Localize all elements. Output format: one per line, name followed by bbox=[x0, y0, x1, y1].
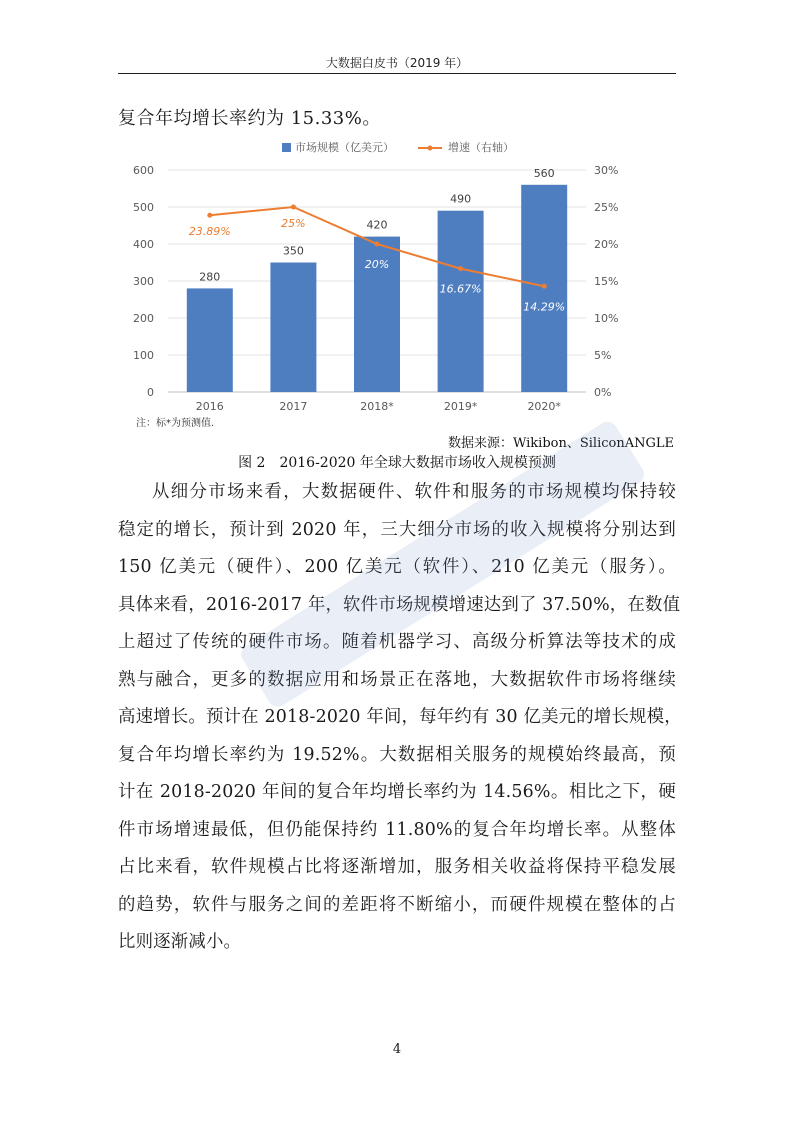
growth-value-label: 23.89% bbox=[188, 225, 231, 239]
y-left-tick-label: 200 bbox=[133, 312, 154, 325]
growth-value-label: 16.67% bbox=[439, 282, 482, 296]
x-tick-label: 2016 bbox=[195, 400, 224, 413]
header-rule bbox=[118, 73, 676, 74]
growth-point bbox=[458, 266, 463, 271]
bar bbox=[270, 263, 316, 393]
legend-bar-swatch bbox=[282, 143, 291, 152]
x-tick-label: 2019* bbox=[443, 400, 478, 413]
paragraph-line: 件市场增速最低，但仍能保持约 11.80%的复合年均增长率。从整体 bbox=[118, 819, 676, 840]
x-tick-label: 2017 bbox=[279, 400, 308, 413]
legend-line-marker bbox=[428, 146, 433, 151]
chart-note: 注：标*为预测值. bbox=[136, 418, 215, 429]
y-left-tick-label: 300 bbox=[133, 275, 154, 288]
y-left-tick-label: 0 bbox=[147, 386, 154, 399]
bar-value-label: 560 bbox=[533, 166, 555, 180]
y-left-tick-label: 600 bbox=[133, 164, 154, 177]
legend-bar-label: 市场规模（亿美元） bbox=[295, 141, 394, 154]
y-right-tick-label: 30% bbox=[594, 164, 619, 177]
paragraph-line: 具体来看，2016-2017 年，软件市场规模增速达到了 37.50%，在数值 bbox=[118, 594, 681, 615]
y-right-tick-label: 0% bbox=[594, 386, 612, 399]
figure-caption: 图 2 2016-2020 年全球大数据市场收入规模预测 bbox=[238, 455, 556, 471]
growth-value-label: 14.29% bbox=[523, 300, 566, 314]
y-right-tick-label: 15% bbox=[594, 275, 619, 288]
y-left-tick-label: 400 bbox=[133, 238, 154, 251]
y-right-tick-label: 20% bbox=[594, 238, 619, 251]
growth-point bbox=[375, 242, 380, 247]
growth-value-label: 25% bbox=[281, 217, 306, 230]
x-tick-label: 2018* bbox=[360, 400, 394, 413]
figure-source: 数据来源：Wikibon、SiliconANGLE bbox=[448, 436, 674, 451]
bar-value-label: 280 bbox=[199, 270, 221, 284]
running-header: 大数据白皮书（2019 年） bbox=[325, 56, 469, 70]
paragraph-line: 占比来看，软件规模占比将逐渐增加，服务相关收益将保持平稳发展 bbox=[118, 857, 676, 877]
intro-text: 复合年均增长率约为 15.33%。 bbox=[118, 108, 381, 129]
market-size-chart bbox=[130, 134, 660, 416]
bar bbox=[187, 288, 233, 392]
growth-point bbox=[207, 213, 212, 218]
paragraph-line: 的趋势，软件与服务之间的差距将不断缩小，而硬件规模在整体的占 bbox=[118, 894, 676, 915]
page-number: 4 bbox=[392, 1042, 402, 1057]
paragraph-line: 150 亿美元（硬件）、200 亿美元（软件）、210 亿美元（服务）。 bbox=[118, 557, 676, 577]
bar-value-label: 350 bbox=[282, 244, 304, 258]
paragraph-line: 高速增长。预计在 2018-2020 年间，每年约有 30 亿美元的增长规模， bbox=[118, 707, 682, 727]
paragraph-line: 从细分市场来看，大数据硬件、软件和服务的市场规模均保持较 bbox=[152, 482, 676, 502]
growth-point bbox=[542, 284, 547, 289]
paragraph-line: 熟与融合，更多的数据应用和场景正在落地，大数据软件市场将继续 bbox=[118, 669, 676, 690]
y-left-tick-label: 500 bbox=[133, 201, 154, 214]
body-paragraph bbox=[118, 474, 682, 962]
paragraph-line: 复合年均增长率约为 19.52%。大数据相关服务的规模始终最高，预 bbox=[118, 744, 676, 765]
paragraph-line: 比则逐渐减小。 bbox=[118, 932, 242, 952]
y-right-tick-label: 5% bbox=[594, 349, 612, 362]
growth-value-label: 20% bbox=[364, 258, 390, 271]
x-tick-label: 2020* bbox=[527, 400, 561, 413]
bar-value-label: 490 bbox=[450, 192, 472, 206]
paragraph-line: 计在 2018-2020 年间的复合年均增长率约为 14.56%。相比之下，硬 bbox=[118, 782, 676, 802]
bar bbox=[438, 211, 484, 392]
paragraph-line: 稳定的增长，预计到 2020 年，三大细分市场的收入规模将分别达到 bbox=[118, 519, 676, 540]
paragraph-line: 上超过了传统的硬件市场。随着机器学习、高级分析算法等技术的成 bbox=[118, 632, 676, 652]
y-left-tick-label: 100 bbox=[133, 349, 154, 362]
y-right-tick-label: 25% bbox=[594, 201, 619, 214]
legend-line-label: 增速（右轴） bbox=[448, 141, 514, 154]
y-right-tick-label: 10% bbox=[594, 312, 619, 325]
growth-point bbox=[291, 205, 296, 210]
bar-value-label: 420 bbox=[366, 218, 388, 232]
